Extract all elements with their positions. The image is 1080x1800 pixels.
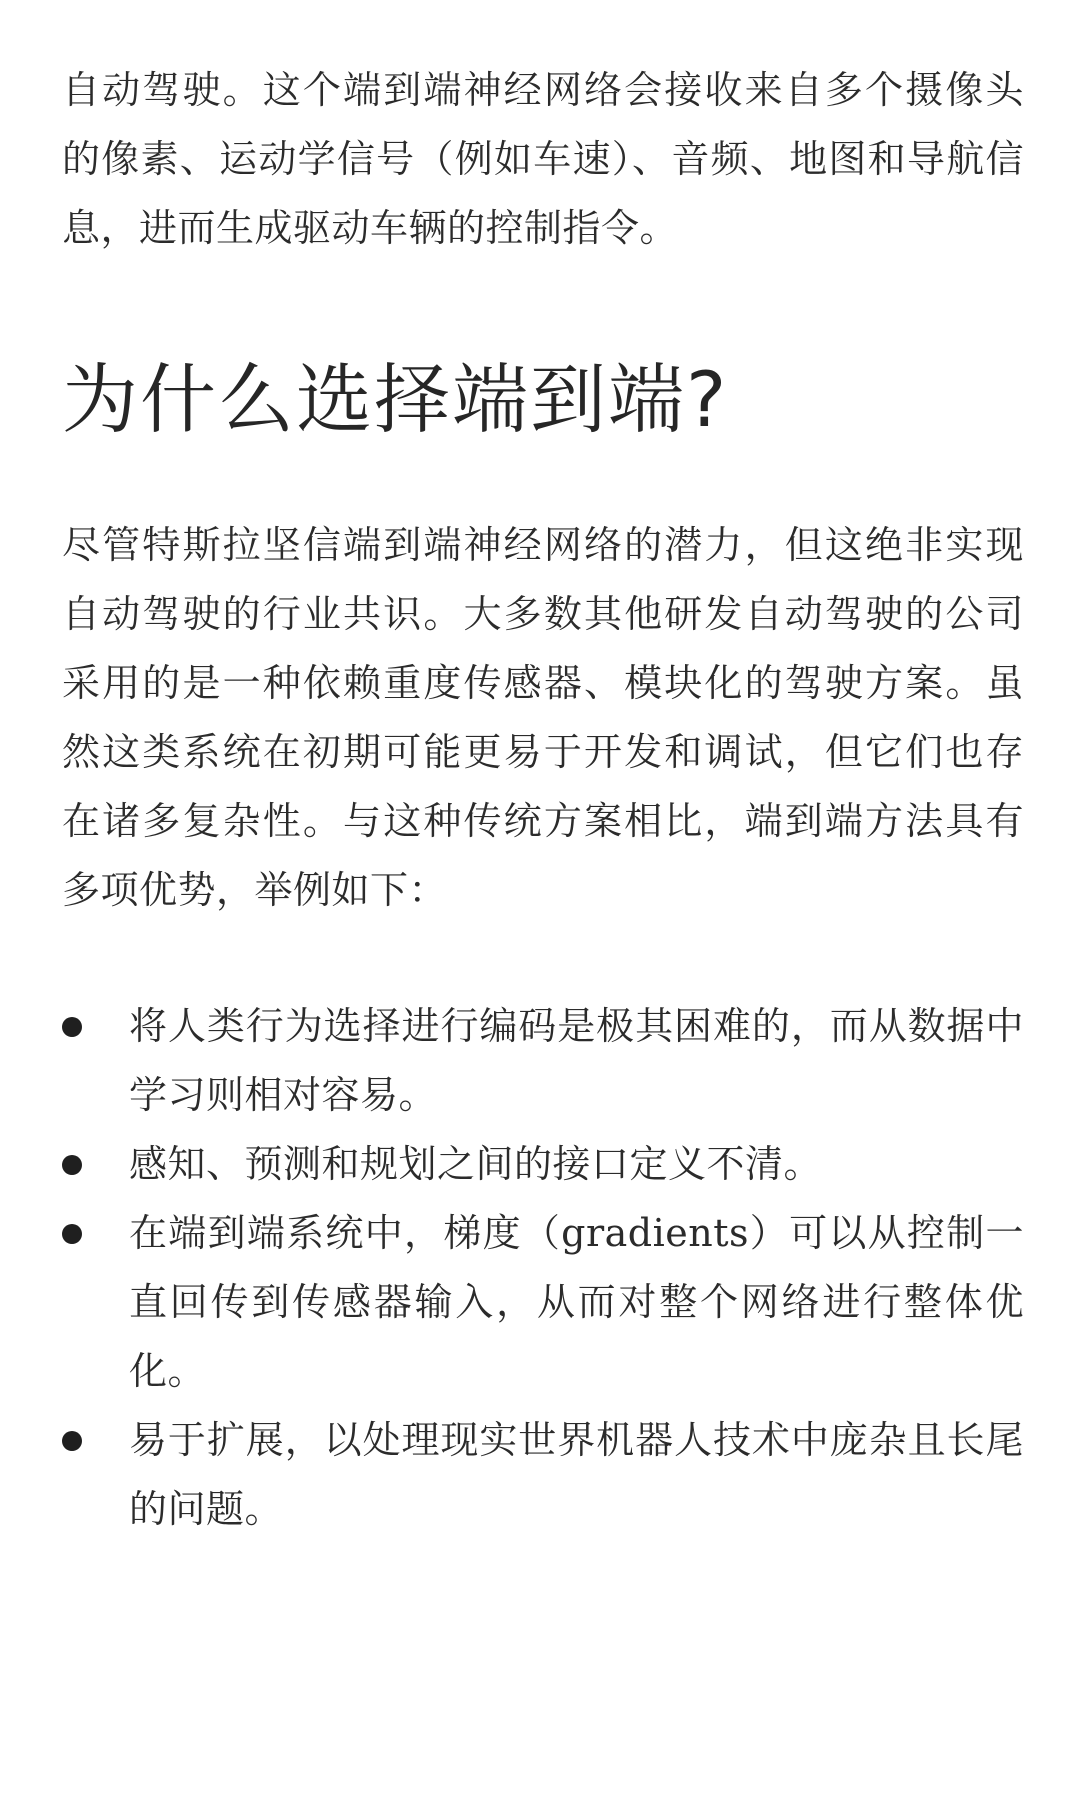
list-item <box>62 1406 1024 1544</box>
list-item <box>62 992 1024 1130</box>
list-item-text: 感知、预测和规划之间的接口定义不清。 <box>129 1142 823 1186</box>
list-item-text: 在端到端系统中，梯度（gradients）可以从控制一直回传到传感器输入，从而对整个网络进行整体优化。 <box>129 1211 1024 1393</box>
list-item-text: 易于扩展，以处理现实世界机器人技术中庞杂且长尾的问题。 <box>129 1418 1024 1531</box>
advantages-list <box>62 992 1024 1544</box>
intro-paragraph: 自动驾驶。这个端到端神经网络会接收来自多个摄像头的像素、运动学信号（例如车速）、音频、地图和导航信息，进而生成驱动车辆的控制指令。 <box>62 68 1024 250</box>
bullet-dot-icon <box>62 1224 82 1244</box>
bullet-dot-icon <box>62 1431 82 1451</box>
bullet-dot-icon <box>62 1017 82 1037</box>
article-body <box>62 56 1024 1544</box>
list-item <box>62 1199 1024 1406</box>
section-paragraph: 尽管特斯拉坚信端到端神经网络的潜力，但这绝非实现自动驾驶的行业共识。大多数其他研发自动驾驶的公司采用的是一种依赖重度传感器、模块化的驾驶方案。虽然这类系统在初期可能更易于开发和调试，但它们也存在诸多复杂性。与这种传统方案相比，端到端方法具有多项优势，举例如下： <box>62 523 1024 912</box>
list-item-text: 将人类行为选择进行编码是极其困难的，而从数据中学习则相对容易。 <box>129 1004 1024 1117</box>
section-heading: 为什么选择端到端? <box>62 355 729 444</box>
bullet-dot-icon <box>62 1155 82 1175</box>
list-item <box>62 1130 1024 1199</box>
